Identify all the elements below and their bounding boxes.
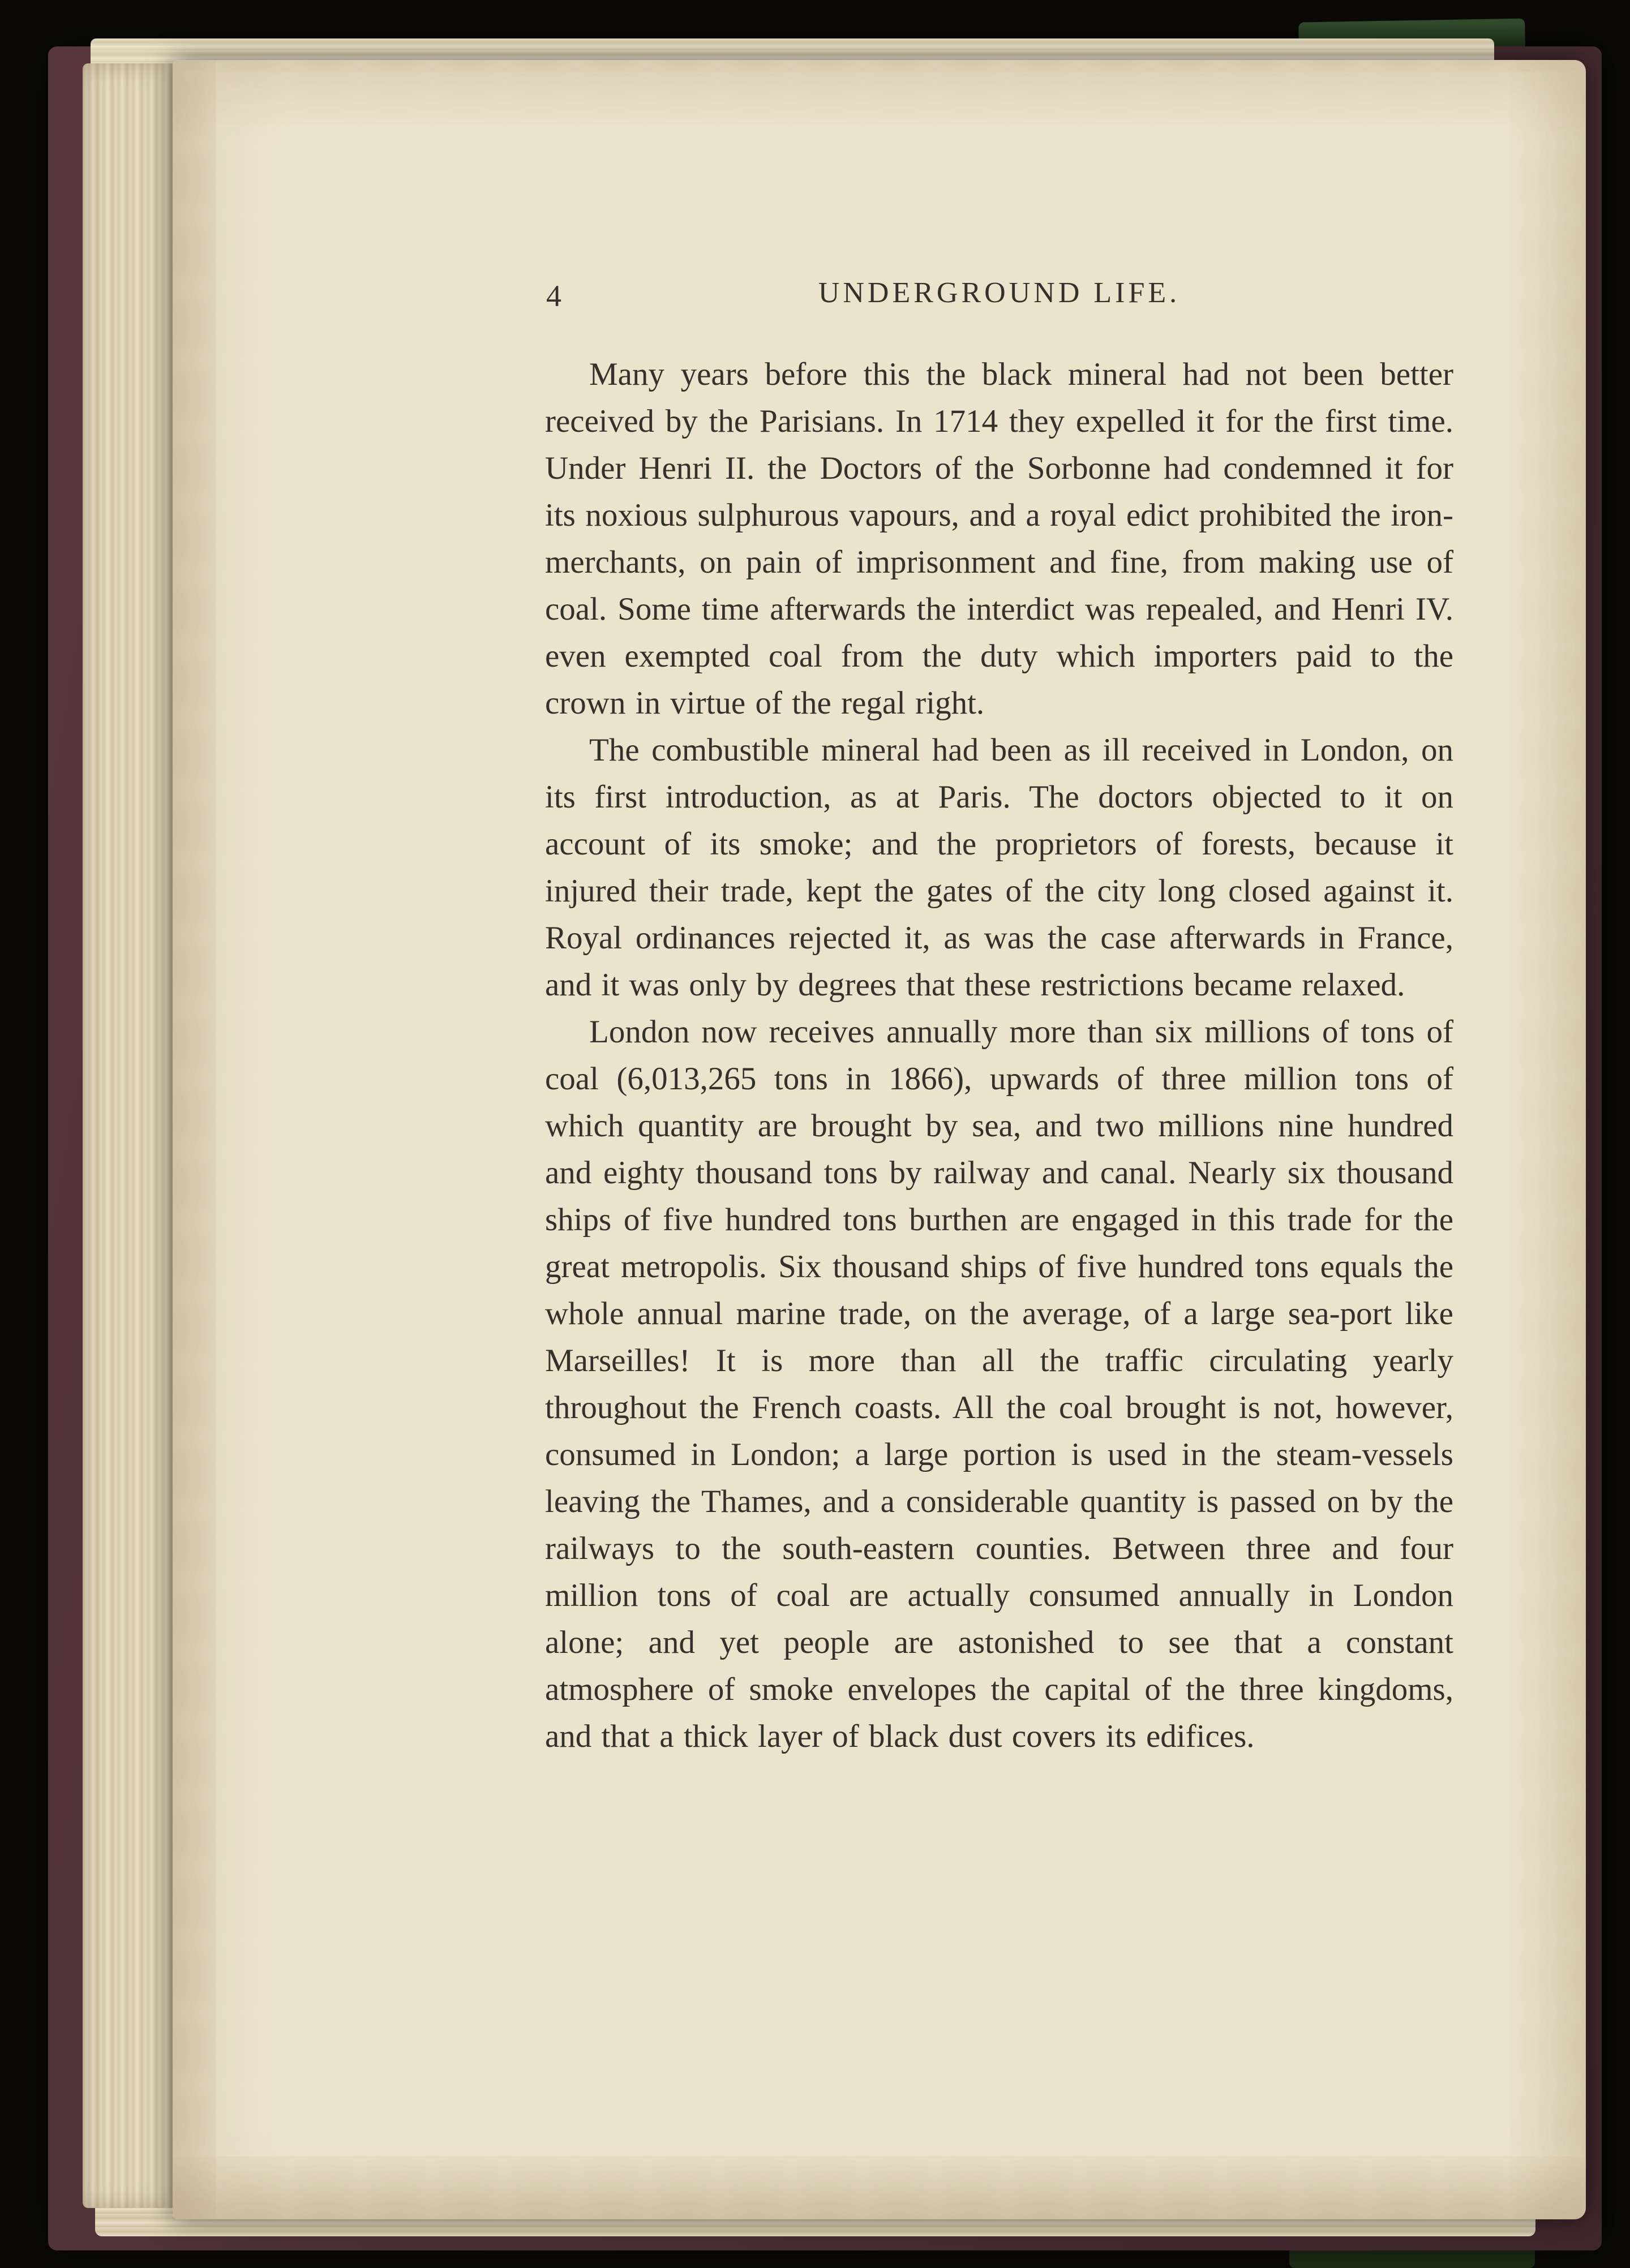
page-header-row <box>545 276 1453 321</box>
page-number: 4 <box>546 279 561 313</box>
page-edges-left <box>83 63 180 2208</box>
body-paragraph-2: The combustible mineral had been as ill received in London, on its first introduction, as at Paris. The doctors objected to it on account of its smoke; and the proprietors of forests, because it injured their trade, kept the gates of the city long closed against it. Royal ordinances rejected it, as was the case afterwards in France, and it was only by degrees that these restrictions became relaxed. <box>545 732 1453 1003</box>
body-paragraph-3: London now receives annually more than six millions of tons of coal (6,013,265 tons in 1866), upwards of three million tons of which quantity are brought by sea, and two millions nine hundred and eighty thousand tons by railway and canal. Nearly six thousand ships of five hundred tons burthen are engaged in this trade for the great metropolis. Six thousand ships of five hundred tons equals the whole annual marine trade, on the average, of a large sea-port like Marseilles! It is more than all the traffic circulating yearly throughout the French coasts. All the coal brought is not, however, consumed in London; a large portion is used in the steam-vessels leaving the Thames, and a considerable quantity is passed on by the railways to the south-eastern counties. Between three and four million tons of coal are actually consumed annually in London alone; and yet people are astonished to see that a constant atmosphere of smoke envelopes the capital of the three kingdoms, and that a thick layer of black dust covers its edifices. <box>545 1014 1453 1754</box>
page-content <box>545 276 1453 1760</box>
running-header: UNDERGROUND LIFE. <box>818 277 1181 309</box>
body-paragraph-1: Many years before this the black mineral had not been better received by the Parisians. In 1714 they expelled it for the first time. Under Henri II. the Doctors of the Sorbonne had condemned it for its noxious sulphurous vapours, and a royal edict prohibited the iron-merchants, on pain of imprisonment and fine, from making use of coal. Some time afterwards the interdict was repealed, and Henri IV. even exempted coal from the duty which importers paid to the crown in virtue of the regal right. <box>545 356 1453 721</box>
book-page <box>173 60 1586 2219</box>
